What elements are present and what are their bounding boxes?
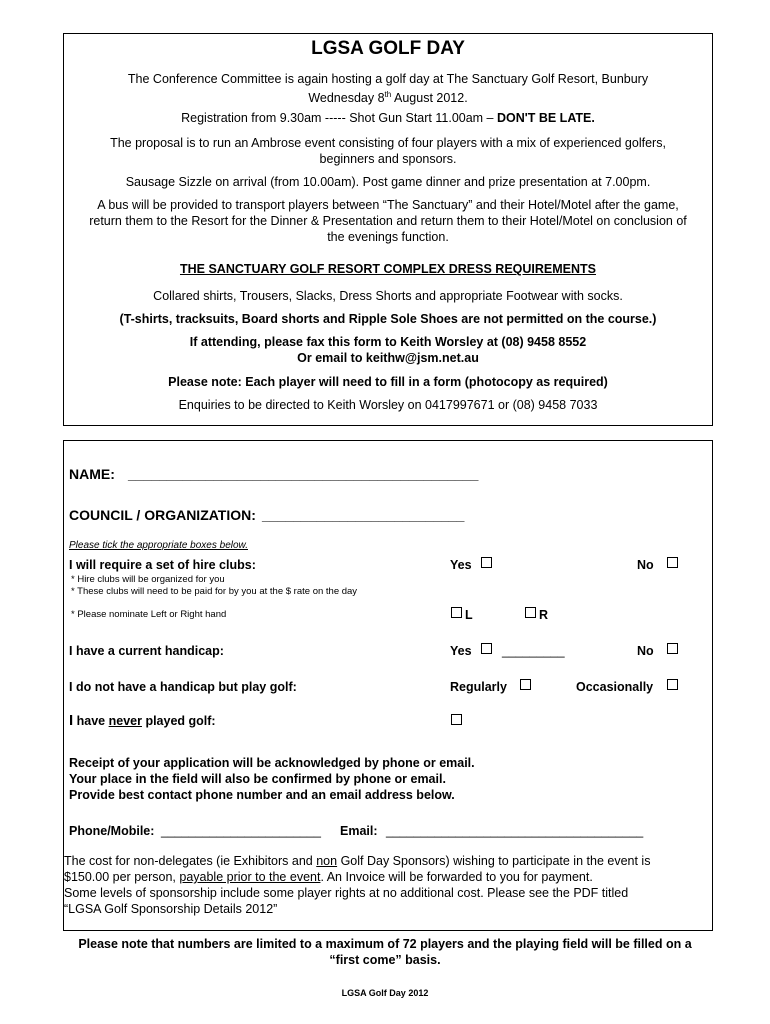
hire-note-1: * Hire clubs will be organized for you xyxy=(71,574,225,585)
hire-clubs-label: I will require a set of hire clubs: xyxy=(69,558,256,572)
registration-line: Registration from 9.30am ----- Shot Gun Start 11.00am – DON'T BE LATE. xyxy=(181,111,595,125)
never-played-checkbox[interactable] xyxy=(451,714,462,725)
hire-yes-label: Yes xyxy=(450,558,472,572)
hire-no-label: No xyxy=(637,558,654,572)
hire-no-checkbox[interactable] xyxy=(667,557,678,568)
cost-line-3: Some levels of sponsorship include some player rights at no additional cost. Please see the PDF titled xyxy=(64,886,629,900)
phone-field[interactable]: _______________________ xyxy=(161,824,321,838)
handicap-label: I have a current handicap: xyxy=(69,644,224,658)
left-hand-label: L xyxy=(465,608,473,622)
registration-form-box xyxy=(63,440,713,931)
enquiries-line: Enquiries to be directed to Keith Worsley on 0417997671 or (08) 9458 7033 xyxy=(178,398,598,412)
name-field[interactable]: _____________________________________________ xyxy=(128,466,479,482)
email-field[interactable]: _____________________________________ xyxy=(386,824,644,838)
handicap-yes-checkbox[interactable] xyxy=(481,643,492,654)
never-played-label: I have never played golf: xyxy=(69,712,216,729)
intro-line-1: The Conference Committee is again hosting a golf day at The Sanctuary Golf Resort, Bunbury xyxy=(127,72,649,86)
handicap-no-label: No xyxy=(637,644,654,658)
right-hand-label: R xyxy=(539,608,549,622)
form-note: Please note: Each player will need to fill in a form (photocopy as required) xyxy=(168,375,608,389)
cost-line-1: The cost for non-delegates (ie Exhibitors and non Golf Day Sponsors) wishing to participate in the event is xyxy=(64,854,651,868)
email-label: Email: xyxy=(340,824,378,838)
proposal-line-1: The proposal is to run an Ambrose event consisting of four players with a mix of experienced golfers, xyxy=(110,136,666,150)
sizzle-line: Sausage Sizzle on arrival (from 10.00am). Post game dinner and prize presentation at 7.00pm. xyxy=(125,175,651,189)
dress-allowed: Collared shirts, Trousers, Slacks, Dress Shorts and appropriate Footwear with socks. xyxy=(153,289,623,303)
limit-line-1: Please note that numbers are limited to a maximum of 72 players and the playing field will be filled on a xyxy=(78,937,692,951)
cost-line-4: “LGSA Golf Sponsorship Details 2012” xyxy=(64,902,278,916)
occasionally-checkbox[interactable] xyxy=(667,679,678,690)
page-footer: LGSA Golf Day 2012 xyxy=(341,988,429,998)
dress-banned: (T-shirts, tracksuits, Board shorts and Ripple Sole Shoes are not permitted on the course.) xyxy=(119,312,657,326)
proposal-line-2: beginners and sponsors. xyxy=(319,152,457,166)
council-field[interactable]: __________________________ xyxy=(262,507,465,523)
hire-note-2: * These clubs will need to be paid for by you at the $ rate on the day xyxy=(71,586,358,597)
bus-line-3: the evenings function. xyxy=(327,230,449,244)
occasionally-label: Occasionally xyxy=(576,680,654,694)
intro-line-2: Wednesday 8th August 2012. xyxy=(308,90,468,106)
late-warning: DON'T BE LATE. xyxy=(496,111,595,125)
tick-instruction: Please tick the appropriate boxes below. xyxy=(69,540,248,551)
cost-line-2: $150.00 per person, payable prior to the event. An Invoice will be forwarded to you for payment. xyxy=(64,870,593,884)
council-label: COUNCIL / ORGANIZATION: xyxy=(69,507,256,523)
handicap-field[interactable]: _________ xyxy=(502,644,565,658)
receipt-line-3: Provide best contact phone number and an email address below. xyxy=(69,788,455,802)
bus-line-1: A bus will be provided to transport players between “The Sanctuary” and their Hotel/Motel after the game, xyxy=(97,198,679,212)
fax-line: If attending, please fax this form to Keith Worsley at (08) 9458 8552 xyxy=(189,335,587,349)
hire-yes-checkbox[interactable] xyxy=(481,557,492,568)
dress-heading: THE SANCTUARY GOLF RESORT COMPLEX DRESS REQUIREMENTS xyxy=(179,262,596,276)
name-label: NAME: xyxy=(69,466,115,482)
regularly-checkbox[interactable] xyxy=(520,679,531,690)
bus-line-2: return them to the Resort for the Dinner & Presentation and return them to their Hotel/Motel on conclusion of xyxy=(89,214,687,228)
no-handicap-label: I do not have a handicap but play golf: xyxy=(69,680,297,694)
right-hand-checkbox[interactable] xyxy=(525,607,536,618)
receipt-line-2: Your place in the field will also be confirmed by phone or email. xyxy=(69,772,446,786)
left-hand-checkbox[interactable] xyxy=(451,607,462,618)
hand-note: * Please nominate Left or Right hand xyxy=(71,609,227,620)
page-title: LGSA GOLF DAY xyxy=(311,38,465,59)
event-info-box xyxy=(63,33,713,426)
limit-line-2: “first come” basis. xyxy=(329,953,441,967)
phone-label: Phone/Mobile: xyxy=(69,824,155,838)
regularly-label: Regularly xyxy=(450,680,507,694)
handicap-no-checkbox[interactable] xyxy=(667,643,678,654)
receipt-line-1: Receipt of your application will be acknowledged by phone or email. xyxy=(69,756,475,770)
email-line: Or email to keithw@jsm.net.au xyxy=(297,351,479,365)
handicap-yes-label: Yes xyxy=(450,644,472,658)
